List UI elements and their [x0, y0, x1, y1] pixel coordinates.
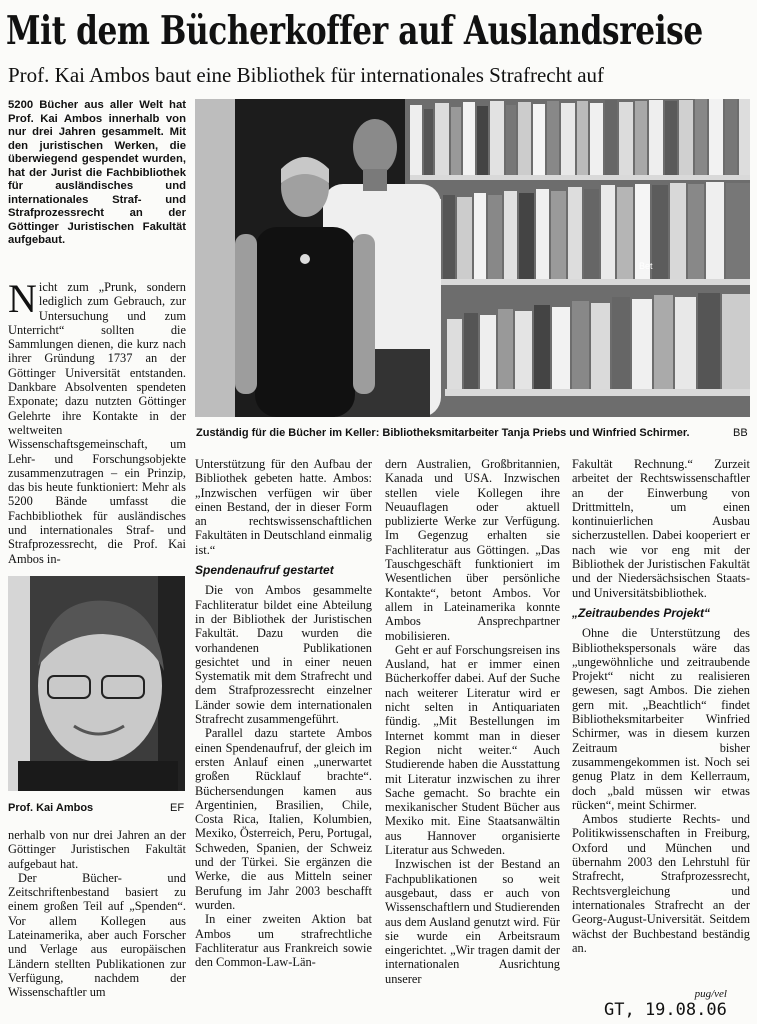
body-paragraph: Der Bücher- und Zeitschriftenbestand basiert zu einem großen Teil auf „Spenden“. Vor allem Kollegen aus Lateinamerika, aber auch Forscher und Verlage aus europäischen Ländern stellten Publikationen zur Verfügung, nachdem der Wissenschaftler um — [8, 870, 186, 1000]
body-paragraph: nerhalb von nur drei Jahren an der Göttinger Juristischen Fakultät aufgebaut hat. — [8, 828, 186, 871]
portrait-credit: EF — [170, 802, 185, 814]
body-paragraph: Die von Ambos gesammelte Fachliteratur bildet eine Abteilung in der Bibliothek der Juristischen Fakultät. Dazu wurden die vorhandenen Publikationen gesichtet und in einer neuen Systematik mit dem Strafrecht und dem Strafprozessrecht einzelner Länder sowie dem internationalen Strafrecht zusammengeführt. — [195, 583, 372, 727]
lead-paragraph: 5200 Bücher aus aller Welt hat Prof. Kai Ambos innerhalb von nur drei Jahren gesammelt. Mit den juristischen Werken, die überwiegend gespendet wurden, hat der Jurist die Fachbibliothek für ausländisches und internationales Straf- und Strafprozessrecht an der Göttinger Juristischen Fakultät aufgebaut. — [8, 99, 186, 246]
portrait-illustration — [8, 576, 185, 791]
photo-credit: BB — [733, 427, 748, 439]
column-1-top — [8, 276, 186, 566]
body-paragraph: dern Australien, Großbritannien, Kanada und USA. Inzwischen stellen viele Kollegen ihre Neuauflagen oder aktuell publizierte Werke zur Verfügung. Im Gegenzug erhalten sie Fachliteratur aus Göttingen. „Das Tauschgeschäft funktioniert im Wesentlichen über persönliche Kontakte“, betont Ambos. Vor allem in Lateinamerika konnte Ambos Ansprechpartner mobilisieren. — [385, 457, 560, 643]
column-4 — [572, 457, 750, 955]
subheadline: Prof. Kai Ambos baut eine Bibliothek für internationales Strafrecht auf — [8, 63, 605, 87]
library-photo-illustration — [195, 99, 750, 417]
body-paragraph: Parallel dazu startete Ambos einen Spendenaufruf, der gleich im ersten Anlauf einen „unerwartet großen Rücklauf brachte“. Büchersendungen kamen aus Argentinien, Brasilien, Chile, Costa Rica, Italien, Kolumbien, Mexiko, Österreich, Peru, Portugal, Schweden, Spanien, der Schweiz und der Türkei. Sie ergänzen die Werke, die aus Mitteln seiner Berufung im Jahr 2003 beschafft wurden. — [195, 726, 372, 912]
body-text: icht zum „Prunk, sondern lediglich zum Gebrauch, zur Untersuchung und zum Unterricht“ sollten die Sammlungen dienen, die kurz nach ihrer Gründung 1737 an der Göttinger Universität entstanden. Dankbare Absolventen spendeten Exponate; dazu nutzten Göttinger Gelehrte ihre Kontakte in der weltweiten Wissenschaftsgemeinschaft, um Lehr- und Forschungsobjekte zusammenzutragen – ein Prinzip, das bis heute funktioniert: Mehr als 5200 Bände umfasst die Fachbibliothek für ausländisches und internationales Straf- und Strafprozessrecht, die Prof. Kai Ambos in- — [8, 280, 186, 566]
column-1-bottom — [8, 828, 186, 1000]
body-paragraph: Ohne die Unterstützung des Bibliothekspersonals wäre das „ungewöhnliche und zeitraubende Projekt“ nicht zu realisieren gewesen, sagt Ambos. Die ziehen gern mit. „Beachtlich“ findet Bibliotheksmitarbeiter Winfried Schirmer, was in diesem kurzen Zeitraum bisher zusammengekommen ist. Noch sei genug Platz in dem Kellerraum, doch „bald müssen wir etwas rücken“, meint Schirmer. — [572, 626, 750, 812]
photo-caption: Zuständig für die Bücher im Keller: Bibliotheksmitarbeiter Tanja Priebs und Winfried Schirmer. — [196, 427, 690, 439]
headline: Mit dem Bücherkoffer auf Auslandsreise — [6, 8, 703, 54]
body-paragraph: Inzwischen ist der Bestand an Fachpublikationen so weit ausgebaut, dass er auch von Wissenschaftlern und Studierenden aus dem Ausland genutzt wird. Für sie wurde ein Arbeitsraum eingerichtet. „Wir tragen damit der internationalen Ausrichtung unserer — [385, 857, 560, 986]
body-paragraph: Unterstützung für den Aufbau der Bibliothek gebeten hatte. Ambos: „Inzwischen verfügen wir über einen Bestand, der in dieser Form an rechtswissenschaftlichen Fakultäten in Deutschland einmalig ist.“ — [195, 457, 372, 557]
library-photo — [195, 99, 750, 417]
author-initials: pug/vel — [694, 988, 727, 1000]
handwritten-date: GT, 19.08.06 — [604, 1000, 727, 1020]
body-paragraph: Fakultät Rechnung.“ Zurzeit arbeitet der Rechtswissenschaftler an der Einwerbung von Drittmitteln, um einen kontinuierlichen Ausbau sicherzustellen. Dabei kooperiert er nach wie vor eng mit der Bibliothek der Juristischen Fakultät und der Niedersächsischen Staats- und Universitätsbibliothek. — [572, 457, 750, 600]
section-heading: „Zeitraubendes Projekt“ — [572, 605, 711, 620]
body-paragraph: Ambos studierte Rechts- und Politikwissenschaften in Freiburg, Oxford und München und übernahm 2003 den Lehrstuhl für Strafrecht, Strafprozessrecht, Rechtsvergleichung und internationales Strafrecht an der Georg-August-Universität. Seitdem wächst der Buchbestand beständig an. — [572, 812, 750, 955]
body-paragraph: Geht er auf Forschungsreisen ins Ausland, hat er immer einen Bücherkoffer dabei. Auf der Suche nach weiterer Literatur wird er nicht selten in Antiquariaten fündig. „Mit Bestellungen im Internet kommt man in dieser Region nicht weiter.“ Auch Studierende haben die Ausstattung mit Literatur inzwischen zu ihrer Sache gemacht. So brachte ein mexikanischer Student Bücher aus Mexiko mit. Eine Staatsanwältin aus Hannover organisierte Literatur aus Schweden. — [385, 642, 560, 858]
section-heading: Spendenaufruf gestartet — [195, 563, 334, 578]
column-2 — [195, 457, 372, 969]
book-spine-label: Bet — [639, 261, 653, 271]
column-3 — [385, 457, 560, 986]
portrait-photo — [8, 576, 185, 791]
portrait-caption: Prof. Kai Ambos — [8, 802, 94, 814]
body-paragraph: In einer zweiten Aktion bat Ambos um strafrechtliche Fachliteratur aus Frankreich sowie den Common-Law-Län- — [195, 912, 372, 970]
drop-cap: N — [8, 276, 37, 321]
